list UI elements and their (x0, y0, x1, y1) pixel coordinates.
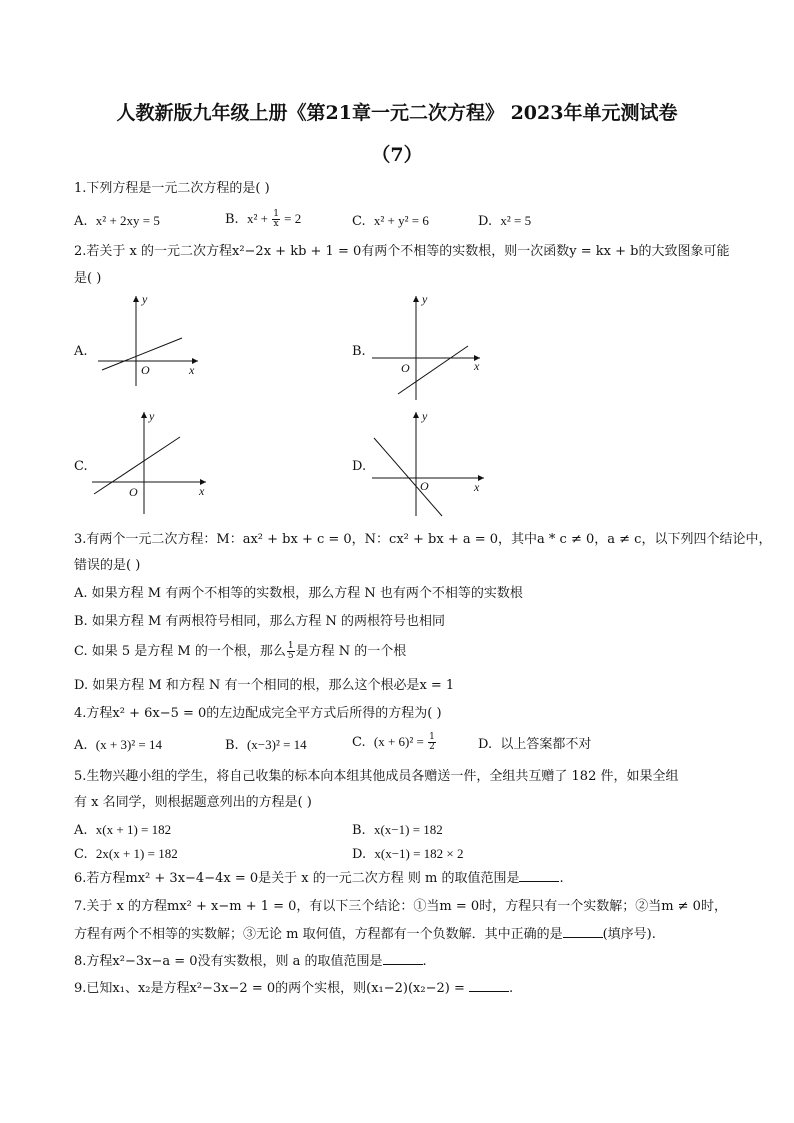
y-axis-arrow (413, 296, 419, 302)
question-4-stem: 4.方程x² + 6x−5 = 0的左边配成完全平方式后所得的方程为( ) (74, 706, 442, 721)
answer-blank[interactable] (383, 952, 423, 965)
q2-option-d-label: D. (352, 459, 367, 474)
answer-blank[interactable] (469, 979, 509, 992)
x-axis-label: x (474, 359, 480, 373)
q2-graph-b (368, 290, 488, 405)
q3-option-d: D. 如果方程 M 和方程 N 有一个相同的根，那么这个根必是x = 1 (74, 678, 455, 693)
document-title-number: （7） (371, 144, 423, 166)
q4-option-c: C. (x + 6)² = $\frac{1}{2}$ (352, 732, 435, 752)
q3-option-b: B. 如果方程 M 有两根符号相同，那么方程 N 的两根符号也相同 (74, 614, 446, 629)
q2-option-c-label: C. (74, 459, 88, 474)
fraction: $\frac{1}{5}$ (287, 641, 294, 661)
origin-label: O (141, 363, 150, 377)
q4-option-a: A. (x + 3)² = 14 (74, 737, 163, 753)
q4-option-d: D. 以上答案都不对 (478, 737, 592, 752)
fraction: $\frac{1}{x}$ (273, 209, 279, 229)
y-axis-arrow (413, 412, 419, 418)
question-2-stem-line-2: 是( ) (74, 271, 102, 286)
question-5-stem-line-2: 有 x 名同学，则根据题意列出的方程是( ) (74, 795, 312, 810)
q5-option-d: D. x(x−1) = 182 × 2 (352, 846, 464, 862)
origin-label: O (401, 361, 410, 375)
q3-option-a: A. 如果方程 M 有两个不相等的实数根，那么方程 N 也有两个不相等的实数根 (74, 586, 523, 601)
q1-option-b: B. x² + $\frac{1}{x}$ = 2 (225, 209, 302, 229)
function-line (374, 438, 442, 516)
question-3-stem-line-1: 3.有两个一元二次方程：M：ax² + bx + c = 0，N：cx² + bx + a = 0，其中a * c ≠ 0，a ≠ c，以下列四个结论中， (74, 532, 772, 547)
answer-blank[interactable] (563, 925, 603, 938)
y-axis-label: y (149, 409, 155, 423)
question-6: 6.若方程mx² + 3x−4−4x = 0是关于 x 的一元二次方程 则 m 的取值范围是 . (74, 871, 564, 886)
y-axis-arrow (141, 412, 147, 418)
q2-option-b-label: B. (352, 344, 366, 359)
q1-option-d: D. x² = 5 (478, 213, 532, 229)
q5-option-b: B. x(x−1) = 182 (352, 822, 443, 838)
question-3-stem-line-2: 错误的是( ) (74, 558, 141, 573)
answer-blank[interactable] (519, 869, 559, 882)
origin-label: O (129, 485, 138, 499)
q1-option-c: C. x² + y² = 6 (352, 213, 429, 229)
q2-option-a-label: A. (74, 344, 88, 359)
x-axis-label: x (474, 480, 480, 494)
question-7-line-2: 方程有两个不相等的实数解；③无论 m 取何值，方程都有一个负数解．其中正确的是 (填序号). (74, 927, 656, 942)
q2-graph-a (88, 290, 208, 390)
q2-graph-d (368, 408, 493, 518)
question-7-line-1: 7.关于 x 的方程mx² + x−m + 1 = 0，有以下三个结论：①当m = 0时，方程只有一个实数解；②当m ≠ 0时， (74, 899, 727, 914)
question-2-stem-line-1: 2.若关于 x 的一元二次方程x²−2x + kb + 1 = 0有两个不相等的实数根，则一次函数y = kx + b的大致图象可能 (74, 244, 730, 259)
origin-label: O (420, 479, 429, 493)
question-9: 9.已知x₁、x₂是方程x²−3x−2 = 0的两个实根，则(x₁−2)(x₂−2) = . (74, 981, 514, 996)
y-axis-label: y (422, 409, 428, 423)
q5-option-c: C. 2x(x + 1) = 182 (74, 846, 178, 862)
q4-option-b: B. (x−3)² = 14 (225, 737, 307, 753)
question-8: 8.方程x²−3x−a = 0没有实数根，则 a 的取值范围是 . (74, 954, 427, 969)
x-axis-label: x (189, 363, 195, 377)
q3-option-c: C. 如果 5 是方程 M 的一个根，那么 $\frac{1}{5}$ 是方程 N 的一个根 (74, 641, 407, 661)
y-axis-label: y (142, 292, 148, 306)
y-axis-label: y (422, 292, 428, 306)
q5-option-a: A. x(x + 1) = 182 (74, 822, 172, 838)
fraction: $\frac{1}{2}$ (429, 732, 435, 752)
y-axis-arrow (133, 296, 139, 302)
document-title: 人教新版九年级上册《第21章一元二次方程》 2023年单元测试卷 (116, 102, 678, 124)
x-axis-label: x (199, 484, 205, 498)
q1-option-a: A. x² + 2xy = 5 (74, 213, 160, 229)
question-5-stem-line-1: 5.生物兴趣小组的学生，将自己收集的标本向本组其他成员各赠送一件，全组共互赠了 182 件，如果全组 (74, 769, 679, 784)
q2-graph-c (88, 408, 213, 518)
question-1-stem: 1.下列方程是一元二次方程的是( ) (74, 181, 270, 196)
